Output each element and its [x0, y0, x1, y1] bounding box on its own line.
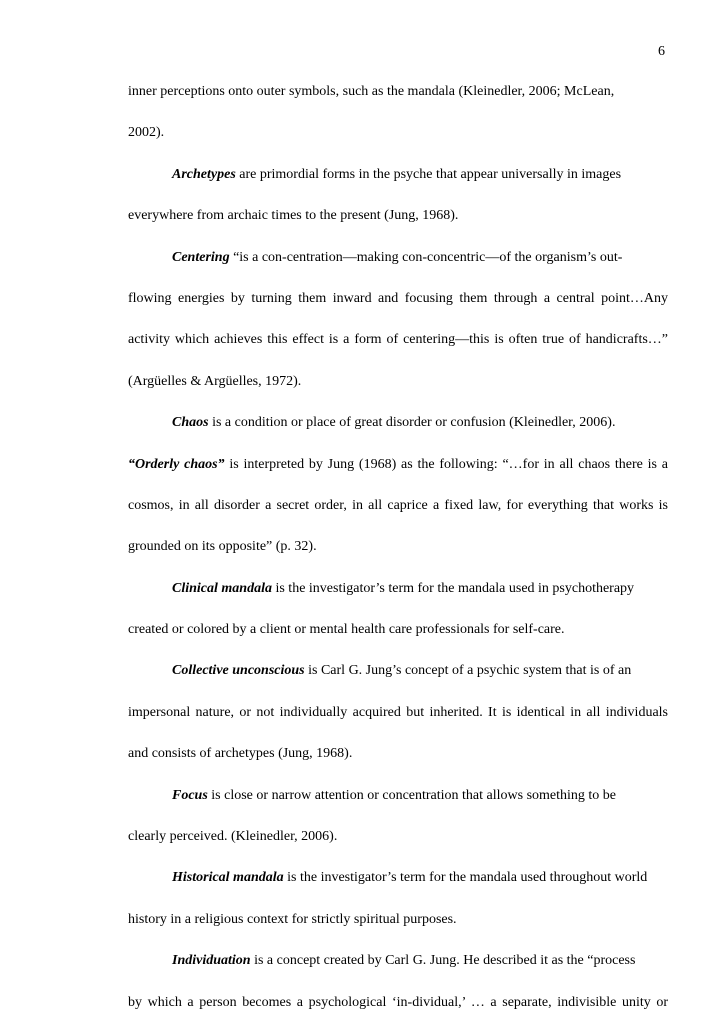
text-line: [128, 953, 668, 969]
defined-term: Individuation: [172, 953, 251, 969]
line-text: is a concept created by Carl G. Jung. He described it as the “process: [250, 953, 636, 969]
line-text: is the investigator’s term for the mandala used throughout world: [283, 870, 648, 886]
text-line: [128, 457, 668, 473]
line-text: history in a religious context for strictly spiritual purposes.: [128, 911, 457, 927]
text-line: [128, 788, 668, 804]
line-text: 2002).: [128, 125, 165, 141]
defined-term: Focus: [172, 787, 208, 803]
text-line: [128, 663, 668, 679]
line-text: by which a person becomes a psychological ‘in-dividual,’ … a separate, indivisible unity or: [128, 994, 668, 1010]
line-text: is the investigator’s term for the mandala used in psychotherapy: [271, 580, 635, 596]
defined-term: Archetypes: [172, 166, 236, 182]
text-line: [128, 705, 668, 721]
line-text: and consists of archetypes (Jung, 1968).: [128, 746, 353, 762]
defined-term: Centering: [172, 249, 230, 265]
text-line: [128, 912, 668, 928]
line-text: is Carl G. Jung’s concept of a psychic system that is of an: [304, 663, 632, 679]
text-line: [128, 539, 668, 555]
text-line: [128, 250, 668, 266]
line-text: created or colored by a client or mental health care professionals for self-care.: [128, 622, 565, 638]
text-line: [128, 498, 668, 514]
line-text: clearly perceived. (Kleinedler, 2006).: [128, 829, 338, 845]
text-line: [128, 208, 668, 224]
body-text: [128, 84, 668, 1011]
line-text: grounded on its opposite” (p. 32).: [128, 539, 317, 555]
defined-term: “Orderly chaos”: [128, 456, 225, 472]
line-text: are primordial forms in the psyche that appear universally in images: [235, 166, 622, 182]
line-text: impersonal nature, or not individually acquired but inherited. It is identical in all individuals: [128, 704, 668, 720]
text-line: [128, 374, 668, 390]
defined-term: Historical mandala: [172, 870, 284, 886]
line-text: cosmos, in all disorder a secret order, in all caprice a fixed law, for everything that works is: [128, 497, 668, 513]
text-line: [128, 829, 668, 845]
line-text: flowing energies by turning them inward and focusing them through a central point…Any: [128, 290, 668, 306]
defined-term: Chaos: [172, 415, 209, 431]
defined-term: Clinical mandala: [172, 580, 272, 596]
line-text: “is a con-centration—making con-concentric—of the organism’s out-: [229, 249, 623, 265]
text-line: [128, 84, 668, 100]
text-line: [128, 995, 668, 1011]
line-text: is interpreted by Jung (1968) as the following: “…for in all chaos there is a: [224, 456, 668, 472]
text-line: [128, 581, 668, 597]
defined-term: Collective unconscious: [172, 663, 305, 679]
text-line: [128, 870, 668, 886]
text-line: [128, 125, 668, 141]
text-line: [128, 167, 668, 183]
line-text: inner perceptions onto outer symbols, such as the mandala (Kleinedler, 2006; McLean,: [128, 84, 615, 99]
page-number: 6: [658, 44, 665, 59]
line-text: is a condition or place of great disorder or confusion (Kleinedler, 2006).: [208, 415, 616, 431]
line-text: is close or narrow attention or concentration that allows something to be: [207, 787, 617, 803]
text-line: [128, 746, 668, 762]
line-text: activity which achieves this effect is a form of centering—this is often true of handicrafts…”: [128, 332, 668, 348]
line-text: (Argüelles & Argüelles, 1972).: [128, 373, 302, 389]
text-line: [128, 622, 668, 638]
text-line: [128, 415, 668, 431]
text-line: [128, 332, 668, 348]
line-text: everywhere from archaic times to the present (Jung, 1968).: [128, 208, 459, 224]
text-line: [128, 291, 668, 307]
